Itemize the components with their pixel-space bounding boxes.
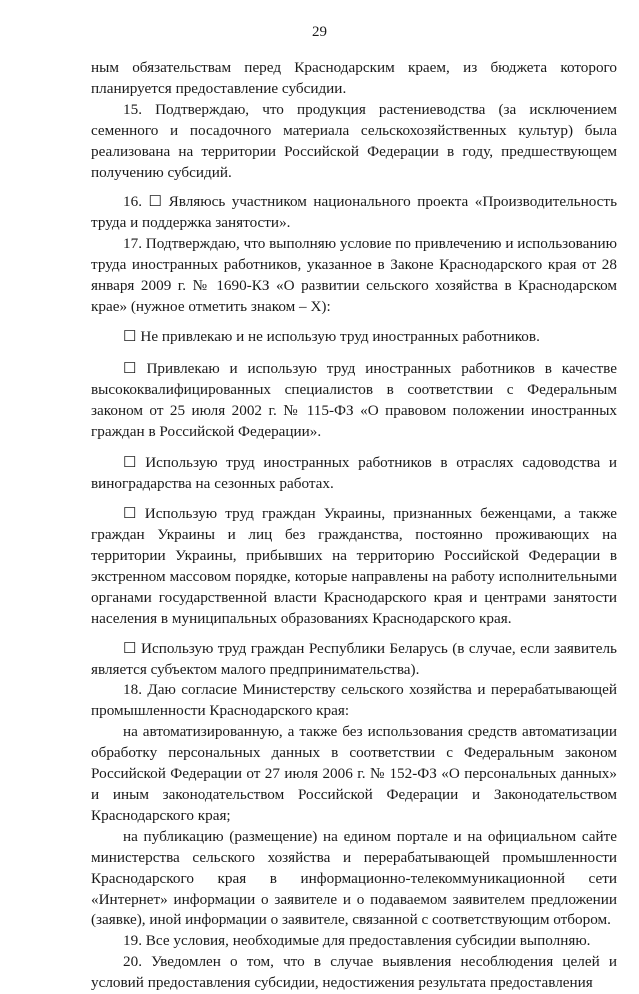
checkbox-option-seasonal-work: ☐ Использую труд иностранных работников в отраслях садоводства и виноградарства на сезонных работах.	[91, 454, 617, 493]
paragraph-14-continuation: ным обязательствам перед Краснодарским краем, из бюджета которого планируется предоставление субсидии.	[91, 59, 617, 97]
paragraph-19: 19. Все условия, необходимые для предоставления субсидии выполняю.	[123, 932, 591, 950]
paragraph-17: 17. Подтверждаю, что выполняю условие по привлечению и использованию труда иностранных работников, указанное в Законе Краснодарского края от 28 января 2009 г. № 1690-КЗ «О развитии сельского хозяйства в Краснодарском крае» (нужное отметить знаком – X):	[91, 235, 617, 315]
paragraph-18-consent-publication: на публикацию (размещение) на едином портале и на официальном сайте министерства сельского хозяйства и перерабатывающей промышленности Краснодарского края в информационно-телекоммуникационной сети «Интернет» информации о заявителе и о подаваемом заявителем предложении (заявке), иной информации о заявителе, связанной с соответствующим отбором.	[91, 827, 617, 929]
paragraph-20: 20. Уведомлен о том, что в случае выявления несоблюдения целей и условий предоставления субсидии, недостижения результата предоставления	[91, 953, 617, 992]
paragraph-18: 18. Даю согласие Министерству сельского хозяйства и перерабатывающей промышленности Краснодарского края:	[91, 681, 617, 720]
checkbox-option-no-foreign-workers: ☐ Не привлекаю и не использую труд иностранных работников.	[123, 327, 540, 345]
checkbox-option-highly-qualified-specialists: ☐ Привлекаю и использую труд иностранных работников в качестве высококвалифицированных специалистов в соответствии с Федеральным законом от 25 июля 2002 г. № 115-ФЗ «О правовом положении иностранных граждан в Российской Федерации».	[91, 359, 617, 440]
paragraph-15: 15. Подтверждаю, что продукция растениеводства (за исключением семенного и посадочного материала сельскохозяйственных культур) была реализована на территории Российской Федерации в году, предшествующем получению субсидий.	[91, 100, 617, 181]
paragraph-16-checkbox-item: 16. ☐ Являюсь участником национального проекта «Производительность труда и поддержка занятости».	[91, 193, 617, 232]
document-body	[91, 58, 617, 994]
checkbox-option-ukraine-citizens: ☐ Использую труд граждан Украины, признанных беженцами, а также граждан Украины и лиц без гражданства, постоянно проживающих на территории Украины, прибывших на территорию Российской Федерации в экстренном массовом порядке, которые направлены на работу исполнительными органами государственной власти Краснодарского края и центрами занятости населения в муниципальных образованиях Краснодарского края.	[91, 505, 617, 627]
checkbox-option-belarus-citizens: ☐ Использую труд граждан Республики Беларусь (в случае, если заявитель является субъектом малого предпринимательства).	[91, 639, 617, 678]
paragraph-18-consent-processing: на автоматизированную, а также без использования средств автоматизации обработку персональных данных в соответствии с Федеральным законом Российской Федерации от 27 июля 2006 г. № 152-ФЗ «О персональных данных» и иным законодательством Российской Федерации и Законодательством Краснодарского края;	[91, 723, 617, 824]
page-number: 29	[312, 24, 327, 40]
